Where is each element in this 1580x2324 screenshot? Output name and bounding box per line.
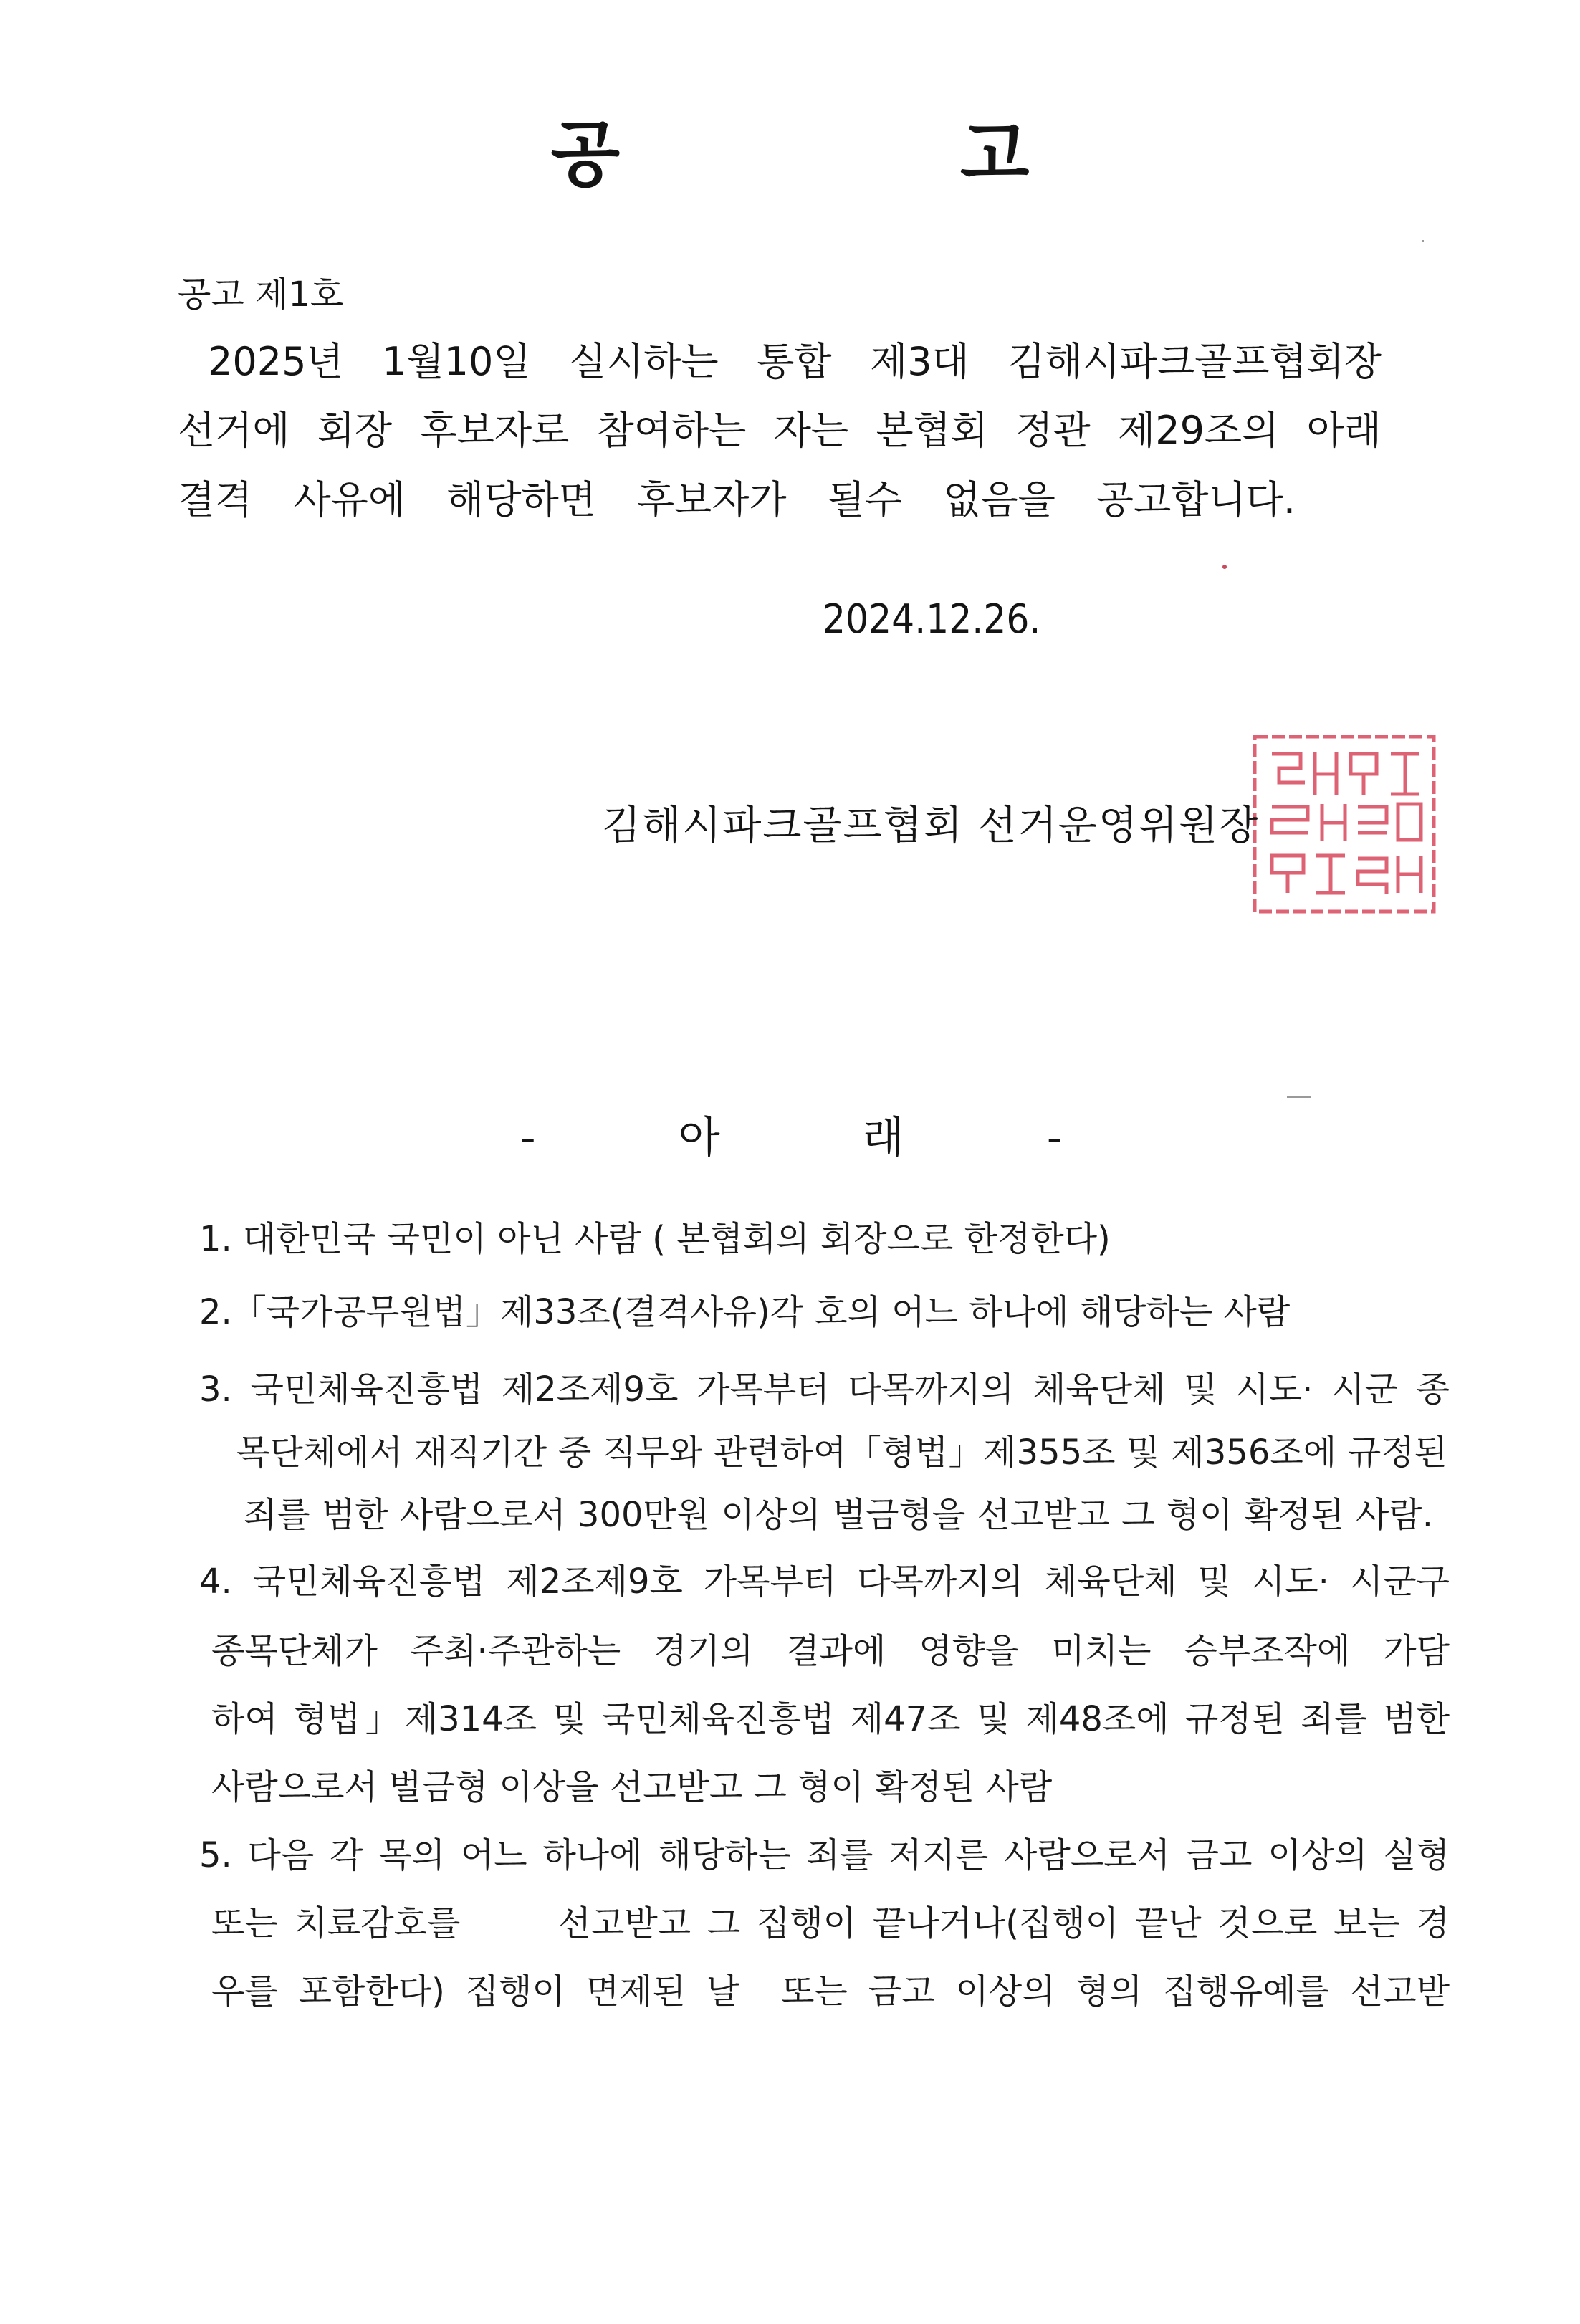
notice-number: 공고 제1호: [178, 274, 344, 315]
item-4-line-4: 사람으로서 벌금형 이상을 선고받고 그 형이 확정된 사람: [211, 1767, 1053, 1807]
stray-ink-mark: [1222, 565, 1227, 569]
official-seal: [1250, 732, 1438, 916]
stray-ink-dash: [1287, 1096, 1311, 1098]
stray-ink-dot: [1422, 240, 1424, 242]
item-4-line-3: 하여 형법」제314조 및 국민체육진흥법 제47조 및 제48조에 규정된 죄를 범한: [211, 1699, 1450, 1739]
item-3-line-2: 목단체에서 재직기간 중 직무와 관련하여「형법」제355조 및 제356조에 규정된: [236, 1433, 1447, 1473]
body-line-3: 결격 사유에 해당하면 후보자가 될수 없음을 공고합니다.: [178, 477, 1296, 522]
item-2: 2.「국가공무원법」제33조(결격사유)각 호의 어느 하나에 해당하는 사람: [199, 1292, 1291, 1332]
item-3-line-3: 죄를 범한 사람으로서 300만원 이상의 벌금형을 선고받고 그 형이 확정된 사람.: [244, 1495, 1433, 1535]
notice-sender: 김해시파크골프협회 선거운영위원장: [602, 803, 1260, 849]
item-5-line-2: 또는 치료감호를 선고받고 그 집행이 끝나거나(집행이 끝난 것으로 보는 경: [211, 1903, 1450, 1943]
body-line-1: 2025년 1월10일 실시하는 통합 제3대 김해시파크골프협회장: [208, 339, 1382, 384]
item-5-line-1: 5. 다음 각 목의 어느 하나에 해당하는 죄를 저지른 사람으로서 금고 이상의 실형: [199, 1835, 1450, 1875]
item-4-line-2: 종목단체가 주최·주관하는 경기의 결과에 영향을 미치는 승부조작에 가담: [211, 1631, 1450, 1671]
section-title: - 아 래 -: [520, 1113, 1127, 1163]
body-line-2: 선거에 회장 후보자로 참여하는 자는 본협회 정관 제29조의 아래: [178, 408, 1382, 453]
item-1: 1. 대한민국 국민이 아닌 사람 ( 본협회의 회장으로 한정한다): [199, 1219, 1111, 1259]
notice-title: 공 고: [550, 112, 1187, 196]
item-5-line-3: 우를 포함한다) 집행이 면제된 날 또는 금고 이상의 형의 집행유예를 선고받: [211, 1971, 1450, 2012]
item-3-line-1: 3. 국민체육진흥법 제2조제9호 가목부터 다목까지의 체육단체 및 시도· 시군 종: [199, 1369, 1450, 1410]
notice-date: 2024.12.26.: [823, 596, 1041, 643]
item-4-line-1: 4. 국민체육진흥법 제2조제9호 가목부터 다목까지의 체육단체 및 시도· 시군구: [199, 1562, 1450, 1602]
